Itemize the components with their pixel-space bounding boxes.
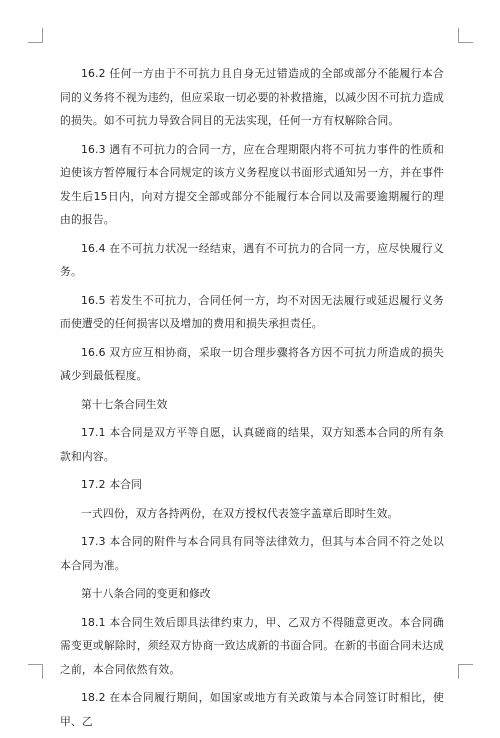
crop-mark-top-right <box>458 28 473 43</box>
paragraph-16-2: 16.2 任何一方由于不可抗力且自身无过错造成的全部或部分不能履行本合同的义务将不视为违约，但应采取一切必要的补救措施，以减少因不可抗力造成的损失。如不可抗力导致合同目的无法实现，任何一方有权解除合同。 <box>60 67 444 127</box>
paragraph-17-3: 17.3 本合同的附件与本合同具有同等法律效力，但其与本合同不符之处以本合同为准。 <box>60 535 444 572</box>
paragraph-16-6: 16.6 双方应互相协商，采取一切合理步骤将各方因不可抗力所造成的损失减少到最低程度。 <box>60 345 444 382</box>
paragraph-16-3: 16.3 遇有不可抗力的合同一方，应在合理期限内将不可抗力事件的性质和迫使该方暂停履行本合同规定的该方义务程度以书面形式通知另一方，并在事件发生后15日内，向对方提交全部或部分不能履行本合同以及需要逾期履行的理由的报告。 <box>60 142 444 226</box>
crop-mark-bottom-right <box>458 664 473 679</box>
paragraph-17-2: 17.2 本合同 <box>81 478 143 491</box>
paragraph-16-5: 16.5 若发生不可抗力，合同任何一方，均不对因无法履行或延迟履行义务而使遭受的任何损害以及增加的费用和损失承担责任。 <box>60 293 444 330</box>
paragraph-18-2: 18.2 在本合同履行期间，如国家或地方有关政策与本合同签订时相比，使甲、乙 <box>60 691 444 728</box>
paragraph-17-2-cont: 一式四份，双方各持两份，在双方授权代表签字盖章后即时生效。 <box>81 506 399 520</box>
document-body <box>60 62 444 738</box>
section-heading-18: 第十八条合同的变更和修改 <box>81 587 211 600</box>
paragraph-18-1: 18.1 本合同生效后即具法律约束力，甲、乙双方不得随意更改。本合同确需变更或解除时，须经双方协商一致达成新的书面合同。在新的书面合同未达成之前，本合同依然有效。 <box>60 615 444 676</box>
crop-mark-bottom-left <box>28 664 43 679</box>
section-heading-17: 第十七条合同生效 <box>81 397 168 411</box>
crop-mark-top-left <box>28 28 43 43</box>
paragraph-16-4: 16.4 在不可抗力状况一经结束，遇有不可抗力的合同一方，应尽快履行义务。 <box>60 241 444 278</box>
paragraph-17-1: 17.1 本合同是双方平等自愿，认真磋商的结果，双方知悉本合同的所有条款和内容。 <box>60 426 444 463</box>
